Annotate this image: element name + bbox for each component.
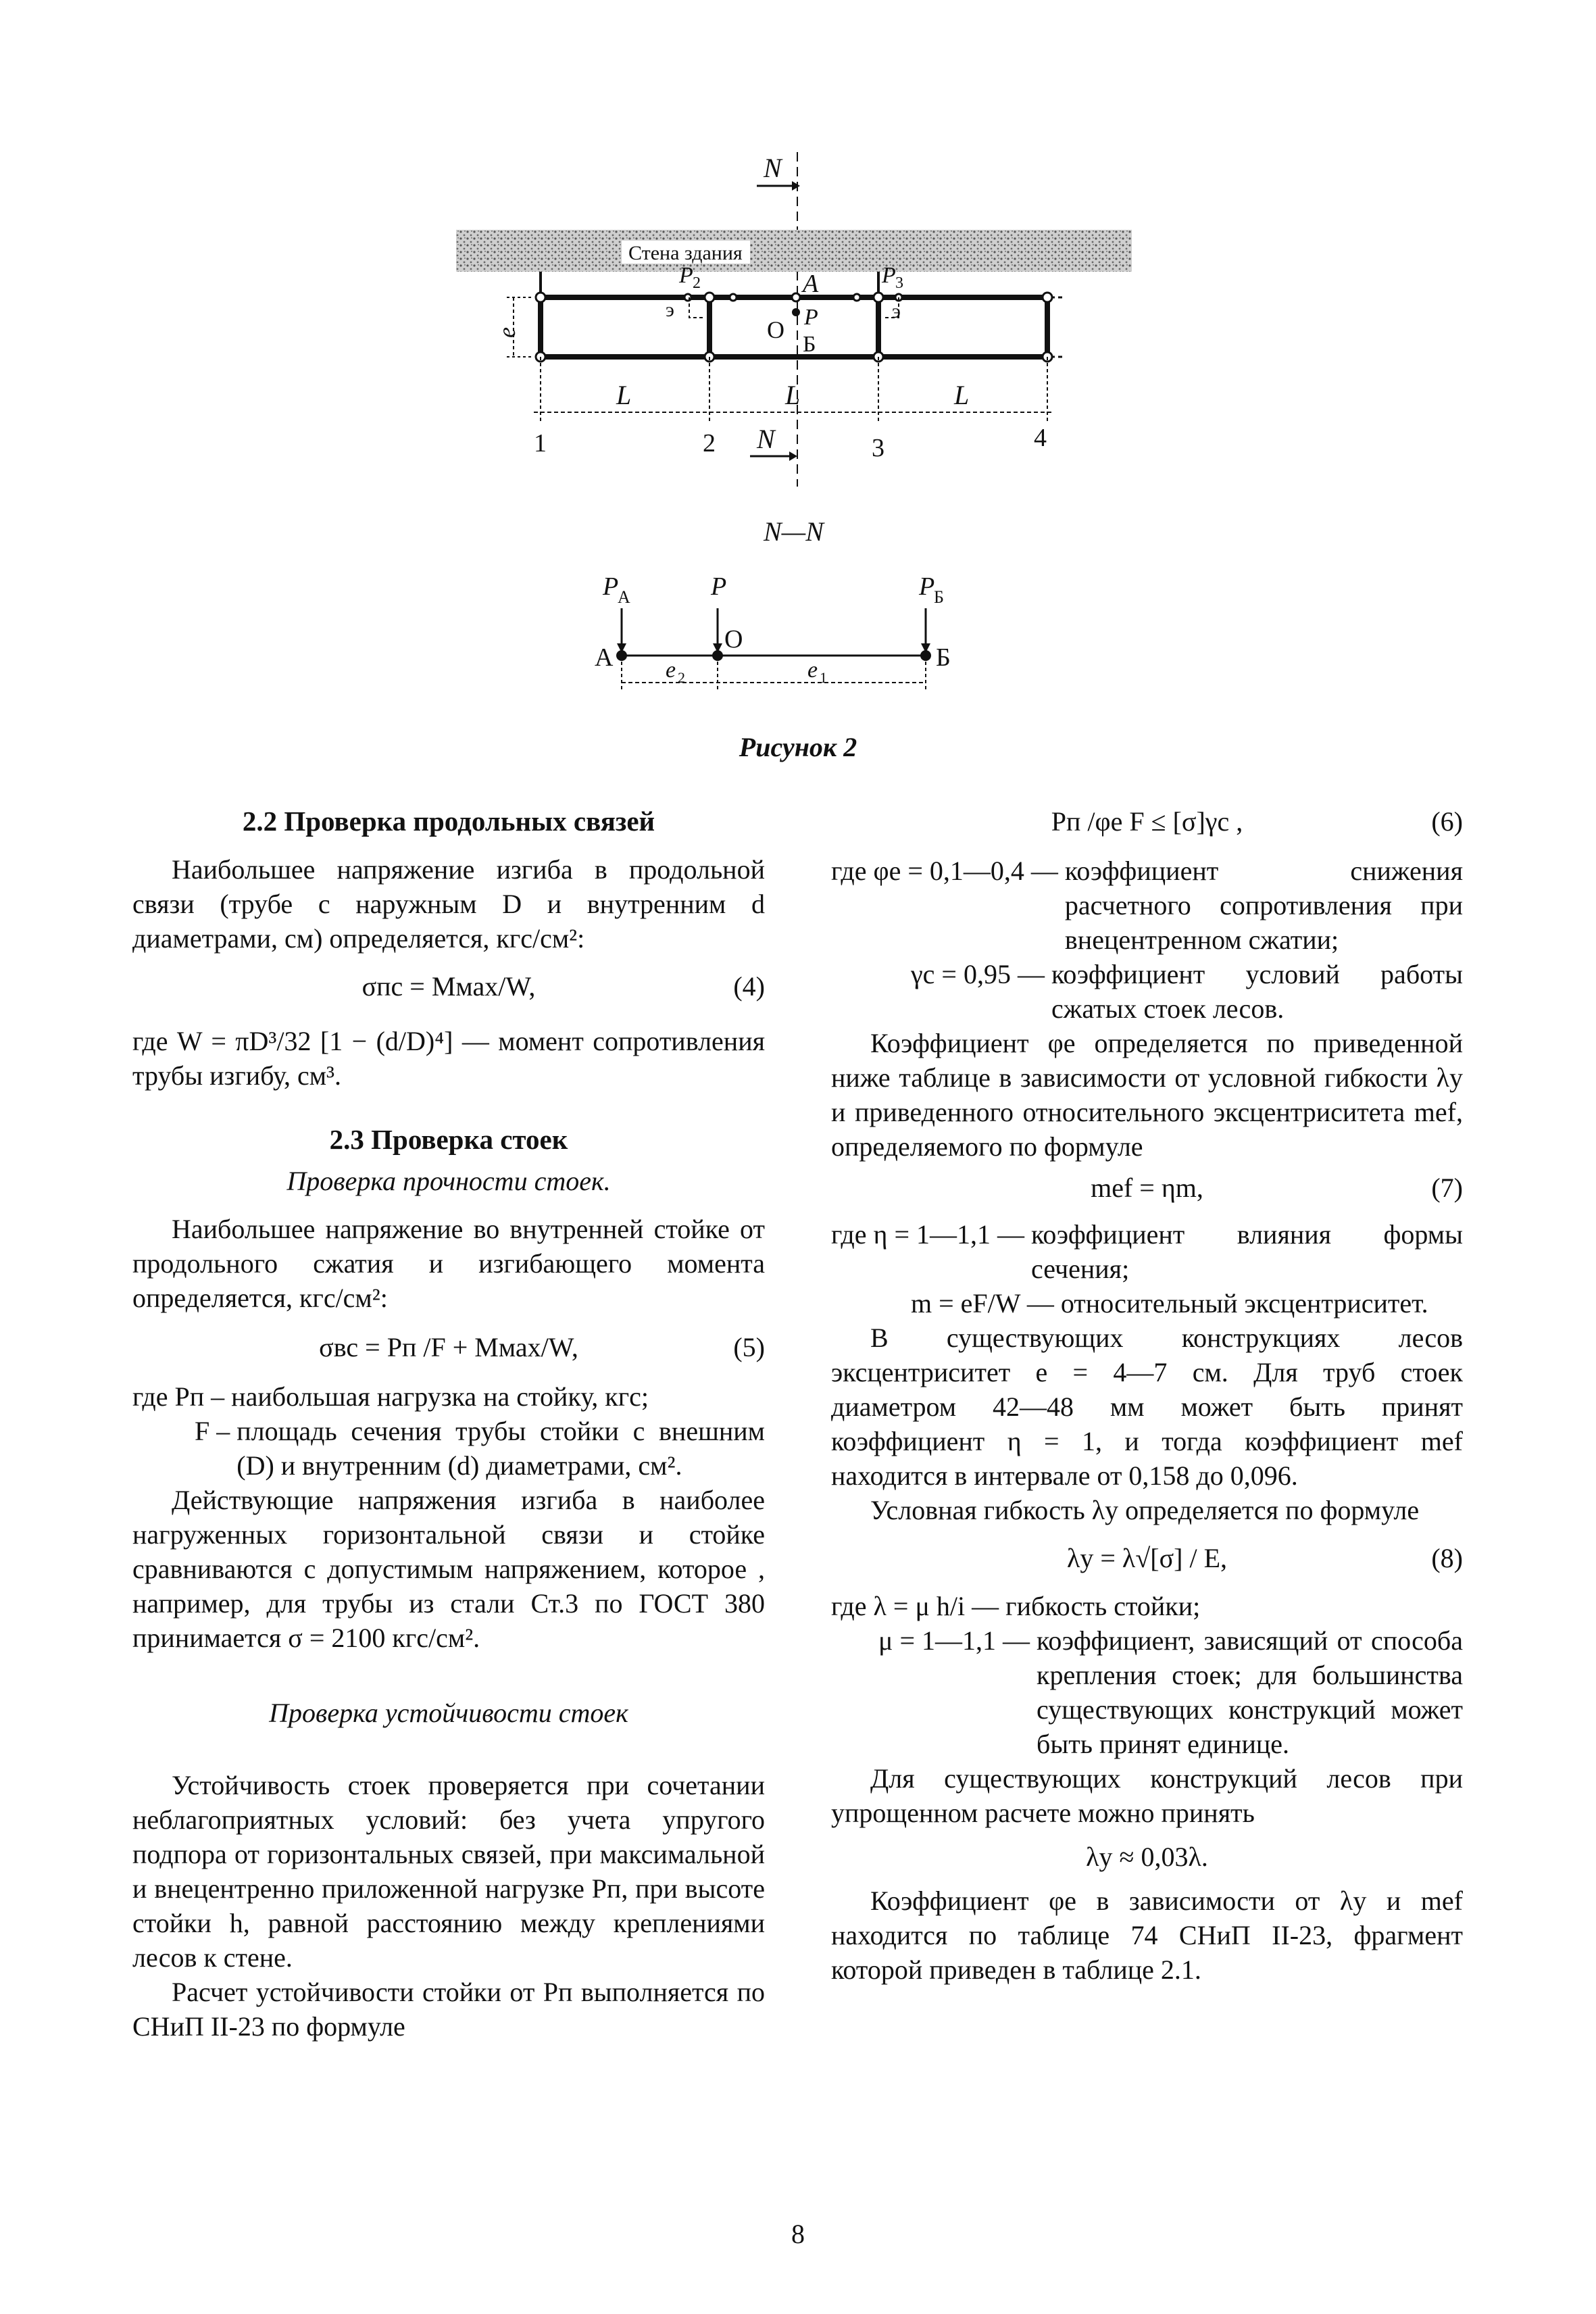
post-number-1: 1 <box>534 429 547 458</box>
paragraph: Для существующих конструкций лесов при упрощенном расчете можно принять <box>831 1763 1463 1828</box>
equation-5-number: (5) <box>733 1332 765 1362</box>
label-p: P <box>804 305 818 330</box>
page-number: 8 <box>791 2219 805 2249</box>
where-desc: коэффициент влияния формы сечения; <box>1031 1219 1463 1284</box>
equation-6-body: Pп /φe F ≤ [σ]γc , <box>1051 806 1243 837</box>
where-desc: относительный эксцентриситет. <box>1060 1288 1428 1319</box>
where-item <box>132 1379 765 1414</box>
label-p3: P <box>882 263 896 288</box>
where-desc: коэффициент, зависящий от способа крепления стоек; для большинства существующих конструкций может быть принят единице. <box>1037 1625 1463 1759</box>
label-e-left: э <box>666 299 674 321</box>
post-number-4: 4 <box>1034 424 1047 452</box>
where-item <box>831 854 1463 957</box>
equation-8-number: (8) <box>1431 1543 1463 1573</box>
label-b: Б <box>803 332 816 357</box>
dim-e1-sub: 1 <box>820 669 827 686</box>
where-term: F – <box>195 1416 230 1446</box>
left-column <box>132 804 765 2044</box>
paragraph: Коэффициент φe в зависимости от λy и mef находится по таблице 74 СНиП II-23, фрагмент которой приведен в таблице 2.1. <box>831 1886 1463 1985</box>
section-label-pa-sub: А <box>618 587 630 607</box>
where-term: где λ = μ h/i — <box>831 1591 999 1621</box>
where-term: m = eF/W — <box>911 1288 1054 1319</box>
equation-5-body: σвс = Pп /F + Mмах/W, <box>319 1332 578 1362</box>
subheading-strength: Проверка прочности стоек. <box>286 1166 611 1196</box>
dim-l-3: L <box>954 380 970 410</box>
section-label-o: О <box>724 625 743 654</box>
right-column <box>831 804 1463 1987</box>
heading-2-3: 2.3 Проверка стоек <box>329 1124 568 1155</box>
equation-4-body: σпс = Mмах/W, <box>361 971 536 1002</box>
section-label-pb-sub: Б <box>934 587 944 607</box>
where-desc: коэффициент условий работы сжатых стоек лесов. <box>1051 959 1463 1024</box>
where-item <box>831 1217 1463 1286</box>
wall-label: Стена здания <box>628 242 743 264</box>
dim-e2: e <box>666 658 676 683</box>
heading-2-2: 2.2 Проверка продольных связей <box>242 806 655 837</box>
where-desc: наибольшая нагрузка на стойку, кгс; <box>231 1381 649 1412</box>
post-number-2: 2 <box>703 429 716 458</box>
paragraph: Коэффициент φe определяется по приведенной ниже таблице в зависимости от условной гибкости λy и приведенного относительного эксцентриситета mef, определяемого по формуле <box>831 1028 1463 1162</box>
equation-6 <box>831 804 1463 839</box>
label-e-right: э <box>892 300 901 322</box>
equation-8-body: λy = λ√[σ] / E, <box>1066 1543 1228 1573</box>
dim-l-1: L <box>616 380 632 410</box>
equation-8 <box>831 1541 1463 1575</box>
where-term: где φe = 0,1—0,4 — <box>831 856 1058 886</box>
equation-6-number: (6) <box>1431 806 1463 837</box>
where-term: где η = 1—1,1 — <box>831 1219 1024 1250</box>
section-label-p: P <box>711 572 727 601</box>
building-wall <box>456 230 1132 272</box>
label-p3-sub: 3 <box>895 274 903 292</box>
dim-e2-sub: 2 <box>678 669 685 686</box>
section-label-b: Б <box>936 643 951 672</box>
label-p2: P <box>679 263 693 288</box>
paragraph: Наибольшее напряжение во внутренней стойке от продольного сжатия и изгибающего момента определяется, кгс/см²: <box>132 1214 765 1313</box>
dim-l-2: L <box>785 380 801 410</box>
figure-caption: Рисунок 2 <box>739 732 857 762</box>
section-label-pb: P <box>919 572 935 601</box>
equation-4-number: (4) <box>733 971 765 1002</box>
post-number-3: 3 <box>872 434 884 462</box>
where-desc: гибкость стойки; <box>1005 1591 1201 1621</box>
section-title: N—N <box>764 516 824 547</box>
equation-7-number: (7) <box>1431 1173 1463 1203</box>
where-term: где Pп – <box>132 1381 225 1412</box>
label-e: e <box>493 327 520 338</box>
where-item <box>831 1589 1463 1623</box>
dim-e1: e <box>807 658 818 683</box>
equation-4 <box>132 969 765 1004</box>
paragraph: где W = πD³/32 [1 − (d/D)⁴] — момент сопротивления трубы изгибу, см³. <box>132 1026 765 1091</box>
paragraph: В существующих конструкциях лесов эксцентриситет e = 4—7 см. Для труб стоек диаметром 42—48 мм может быть принят коэффициент η = 1, и тогда коэффициент mef находится в интервале от 0,158 до 0,096. <box>831 1323 1463 1491</box>
section-label-a: А <box>595 643 614 672</box>
section-marker-top: N <box>764 153 782 183</box>
where-term: μ = 1—1,1 — <box>878 1625 1030 1656</box>
paragraph: Расчет устойчивости стойки от Pп выполняется по СНиП II-23 по формуле <box>132 1977 765 2042</box>
section-label-pa: P <box>603 572 619 601</box>
equation-9: λy ≈ 0,03λ. <box>1086 1842 1208 1872</box>
paragraph: Наибольшее напряжение изгиба в продольной связи (трубе с наружным D и внутренним d диаметрами, см) определяется, кгс/см²: <box>132 854 765 954</box>
paragraph: Устойчивость стоек проверяется при сочетании неблагоприятных условий: без учета упругого подпора от горизонтальных связей, при максимальной и внецентренно приложенной нагрузке Pп, при высоте стойки h, равной расстоянию между креплениями лесов к стене. <box>132 1770 765 1973</box>
equation-7 <box>831 1171 1463 1205</box>
where-item <box>132 1414 765 1483</box>
label-p2-sub: 2 <box>693 274 701 292</box>
where-term: γc = 0,95 — <box>911 959 1045 989</box>
where-desc: площадь сечения трубы стойки с внешним (D) и внутренним (d) диаметрами, см². <box>236 1416 765 1481</box>
where-item <box>831 957 1463 1026</box>
figure-section <box>0 561 1596 737</box>
paragraph: Действующие напряжения изгиба в наиболее нагруженных горизонтальной связи и стойке сравниваются с допустимым напряжением, которое , например, для трубы из стали Ст.3 по ГОСТ 380 принимается σ = 2100 кгс/см². <box>132 1485 765 1653</box>
label-o: О <box>767 316 784 343</box>
where-item <box>831 1623 1463 1761</box>
where-desc: коэффициент снижения расчетного сопротивления при внецентренном сжатии; <box>1064 856 1463 955</box>
equation-7-body: mef = ηm, <box>1091 1173 1203 1203</box>
paragraph: Условная гибкость λy определяется по формуле <box>870 1495 1420 1525</box>
subheading-stability: Проверка устойчивости стоек <box>269 1698 628 1728</box>
section-marker-bottom: N <box>757 424 775 454</box>
where-item <box>831 1286 1463 1321</box>
equation-5 <box>132 1330 765 1364</box>
label-a: А <box>803 270 819 298</box>
